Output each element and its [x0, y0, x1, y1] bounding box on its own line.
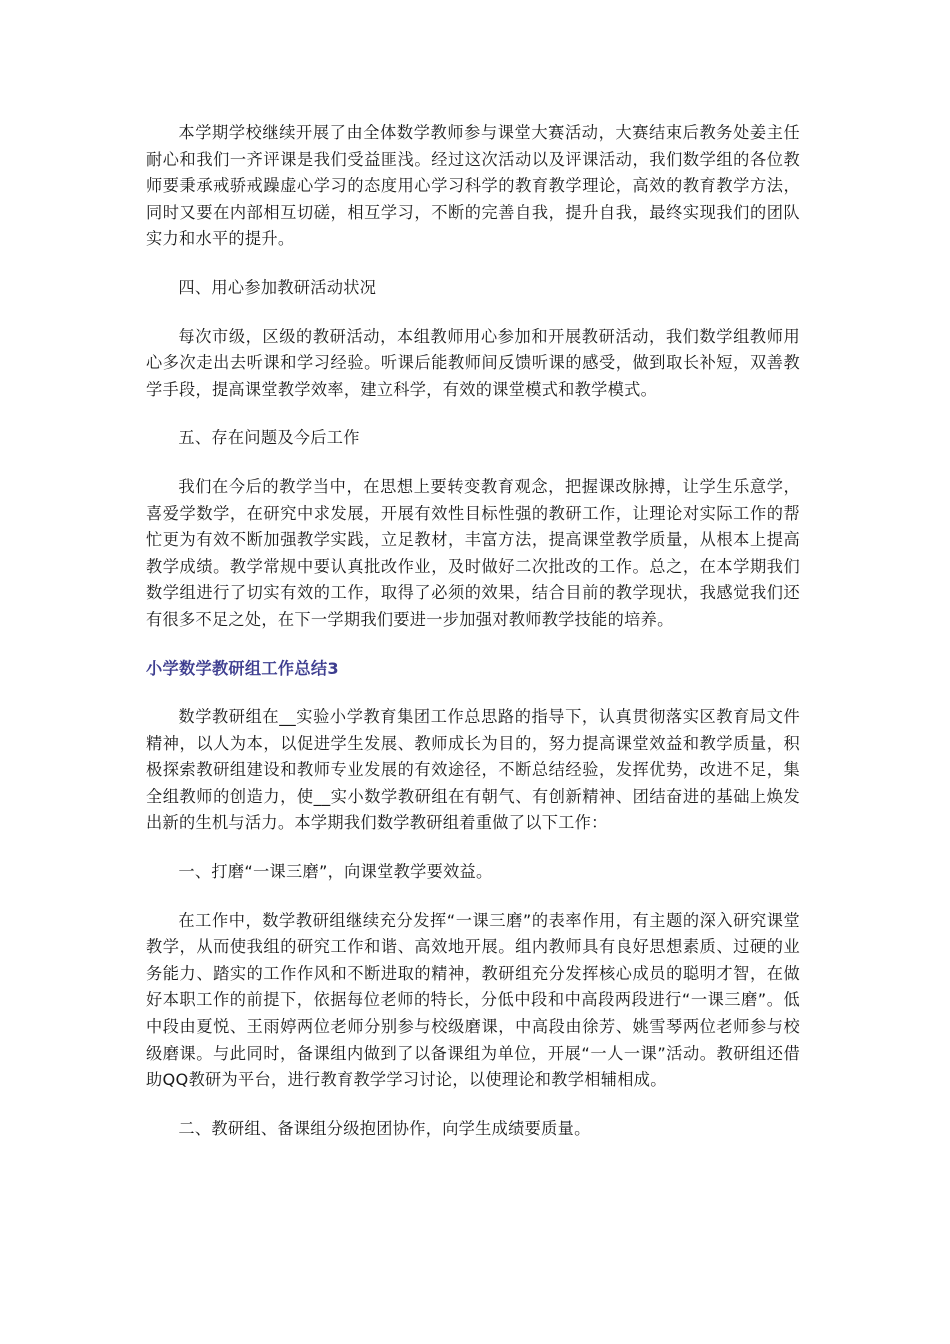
- heading-group-collaboration: 二、教研组、备课组分级抱团协作，向学生成绩要质量。: [178, 1118, 591, 1138]
- paragraph-summary-intro: 数学教研组在__实验小学教育集团工作总思路的指导下，认真贯彻落实区教育局文件精神，以人为本，以促进学生发展、教师成长为目的，努力提高课堂效益和教学质量，积极探索教研组建设和教师专业发展的有效途径，不断总结经验，发挥优势，改进不足，集全组教师的创造力，使__实小数学教研组在有朝气、有创新精神、团结奋进的基础上焕发出新的生机与活力。本学期我们数学教研组着重做了以下工作：: [146, 707, 800, 833]
- section-title-summary-3: 小学数学教研组工作总结3: [146, 658, 339, 678]
- heading-research-activities: 四、用心参加教研活动状况: [178, 277, 377, 297]
- document-page: [146, 120, 800, 1142]
- heading-problems-future-work: 五、存在问题及今后工作: [178, 428, 360, 448]
- paragraph-class-contest: 本学期学校继续开展了由全体数学教师参与课堂大赛活动，大赛结束后教务处姜主任耐心和我们一齐评课是我们受益匪浅。经过这次活动以及评课活动，我们数学组的各位教师要秉承戒骄戒躁虚心学习的态度用心学习科学的教育教学理论，高效的教育教学方法，同时又要在内部相互切磋，相互学习，不断的完善自我，提升自我，最终实现我们的团队实力和水平的提升。: [146, 123, 800, 249]
- paragraph-research-activities: 每次市级，区级的教研活动，本组教师用心参加和开展教研活动，我们数学组教师用心多次走出去听课和学习经验。听课后能教师间反馈听课的感受，做到取长补短，双善教学手段，提高课堂教学效率，建立科学，有效的课堂模式和教学模式。: [146, 326, 800, 399]
- paragraph-problems-future-work: 我们在今后的教学当中，在思想上要转变教育观念，把握课改脉搏，让学生乐意学，喜爱学数学，在研究中求发展，开展有效性目标性强的教研工作，让理论对实际工作的帮忙更为有效不断加强教学实践，立足教材，丰富方法，提高课堂教学质量，从根本上提高教学成绩。教学常规中要认真批改作业，及时做好二次批改的工作。总之，在本学期我们数学组进行了切实有效的工作，取得了必须的效果，结合目前的教学现状，我感觉我们还有很多不足之处，在下一学期我们要进一步加强对教师教学技能的培养。: [146, 476, 800, 629]
- paragraph-one-lesson-three-polish: 在工作中，数学教研组继续充分发挥“一课三磨”的表率作用，有主题的深入研究课堂教学，从而使我组的研究工作和谐、高效地开展。组内教师具有良好思想素质、过硬的业务能力、踏实的工作作风和不断进取的精神，教研组充分发挥核心成员的聪明才智，在做好本职工作的前提下，依据每位老师的特长，分低中段和中高段两段进行“一课三磨”。低中段由夏悦、王雨婷两位老师分别参与校级磨课，中高段由徐芳、姚雪琴两位老师参与校级磨课。与此同时，备课组内做到了以备课组为单位，开展“一人一课”活动。教研组还借助QQ教研为平台，进行教育教学学习讨论，以使理论和教学相辅相成。: [146, 910, 800, 1090]
- heading-one-lesson-three-polish: 一、打磨“一课三磨”，向课堂教学要效益。: [178, 862, 493, 882]
